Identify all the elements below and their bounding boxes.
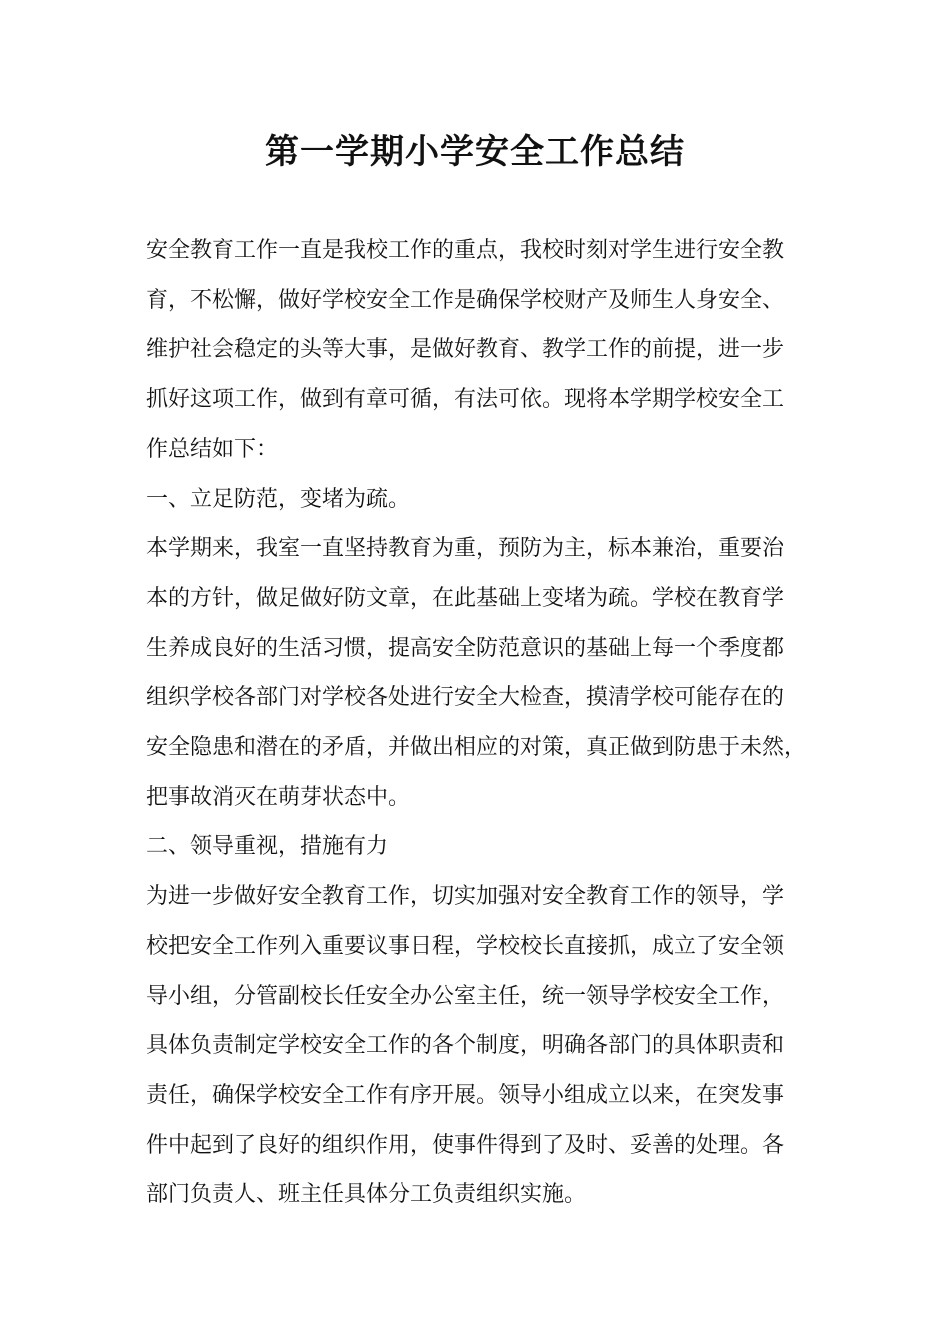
section-heading: 一、立足防范，变堵为疏。 xyxy=(146,486,411,512)
text-line: 把事故消灭在萌芽状态中。 xyxy=(146,784,411,810)
text-line: 安全隐患和潜在的矛盾，并做出相应的对策，真正做到防患于未然， xyxy=(146,735,807,761)
text-line: 作总结如下： xyxy=(146,436,279,462)
document-body xyxy=(146,226,831,1220)
text-line: 责任，确保学校安全工作有序开展。领导小组成立以来，在突发事 xyxy=(146,1082,785,1108)
text-line: 维护社会稳定的头等大事，是做好教育、教学工作的前提，进一步 xyxy=(146,337,785,363)
text-line: 组织学校各部门对学校各处进行安全大检查，摸清学校可能存在的 xyxy=(146,685,785,711)
document-title: 第一学期小学安全工作总结 xyxy=(265,132,685,172)
text-line: 部门负责人、班主任具体分工负责组织实施。 xyxy=(146,1182,587,1208)
text-line: 抓好这项工作，做到有章可循，有法可依。现将本学期学校安全工 xyxy=(146,387,785,413)
text-line: 具体负责制定学校安全工作的各个制度，明确各部门的具体职责和 xyxy=(146,1033,785,1059)
text-line: 件中起到了良好的组织作用，使事件得到了及时、妥善的处理。各 xyxy=(146,1132,785,1158)
text-line: 本学期来，我室一直坚持教育为重，预防为主，标本兼治，重要治 xyxy=(146,536,785,562)
text-line: 为进一步做好安全教育工作，切实加强对安全教育工作的领导，学 xyxy=(146,884,785,910)
text-line: 安全教育工作一直是我校工作的重点，我校时刻对学生进行安全教 xyxy=(146,238,785,263)
section-heading: 二、领导重视，措施有力 xyxy=(146,834,389,860)
text-line: 本的方针，做足做好防文章，在此基础上变堵为疏。学校在教育学 xyxy=(146,585,785,611)
text-line: 导小组，分管副校长任安全办公室主任，统一领导学校安全工作， xyxy=(146,983,785,1009)
text-line: 生养成良好的生活习惯，提高安全防范意识的基础上每一个季度都 xyxy=(146,635,785,661)
text-line: 校把安全工作列入重要议事日程，学校校长直接抓，成立了安全领 xyxy=(146,933,785,959)
text-line: 育，不松懈，做好学校安全工作是确保学校财产及师生人身安全、 xyxy=(146,287,785,313)
